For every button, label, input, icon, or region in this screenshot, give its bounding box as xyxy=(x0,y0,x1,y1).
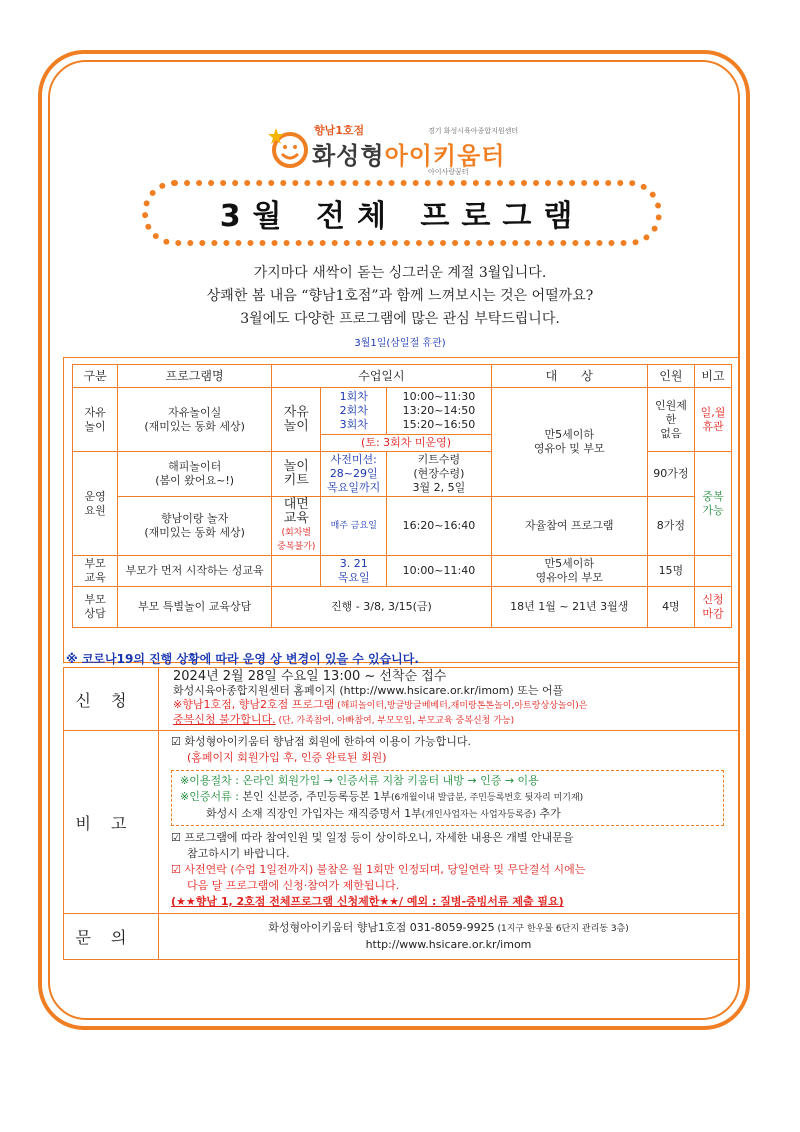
notes-label: 비고 xyxy=(64,731,159,914)
page-title: 3월 전체 프로그램 xyxy=(219,199,585,234)
table-row: (토: 3회차 미운영) xyxy=(73,435,732,452)
notes-row: 비고 ☑ 화성형아이키움터 향남점 회원에 한하여 이용이 가능합니다. (홈페이지 회원가입 후, 인증 완료된 회원) ※이용절차 : 온라인 회원가입 → 인증서류 지참 키움터 내방 → 인증 → 이용 ※인증서류 : 본인 신분증, 주민등록등본 1부(6개월이내 발급분, 주민등록번호 뒷자리 미기재) 화성시 소재 직장인 가입자는 재직증명서 1부(개인사업자는 사업자등록증) 추가 ☑ 프로그램에 따라 참여인원 및 일정 등이 상이하오니, 자세한 내용은 개별 안내문을 참고하시기 바랍니다. ☑ 사전연락 (수업 1일전까지) 불참은 월 1회만 인정되며, 당일연락 및 무단결석 시에는 다음 달 프로그램에 신청·참여가 제한됩니다. (★★향남 1, 2호점 전체프로그램 신청제한★★/ 예외 : 질병-증빙서류 제출 필요) xyxy=(64,731,739,914)
schedule-table xyxy=(72,364,732,628)
smiley-sun-icon xyxy=(268,124,310,168)
intro-text: 가지마다 새싹이 돋는 싱그러운 계절 3월입니다. 상쾌한 봄 내음 “향남1호점”과 함께 느껴보시는 것은 어떨까요? 3월에도 다양한 프로그램에 많은 관심 부탁드립니다. xyxy=(206,265,594,327)
contact-label: 문의 xyxy=(64,914,159,960)
apply-row: 신청 2024년 2월 28일 수요일 13:00 ~ 선착순 접수 화성시육아종합지원센터 홈페이지 (http://www.hsicare.or.kr/imom) 또는 어플 ※향남1호점, 향남2호점 프로그램 (해피놀이터,방글방글베베터,재미랑톤톤놀이,아트랑상상놀이)은 중복신청 불가합니다. (단, 가족참여, 아빠참여, 부모모임, 부모교육 중복신청 가능) xyxy=(64,668,739,731)
table-header-row: 구분 프로그램명 수업일시 대 상 인원 비고 xyxy=(73,365,732,388)
logo-tagline: 아이사랑꿈터 xyxy=(428,168,469,176)
holiday-note: 3월1일(삼일절 휴관) xyxy=(354,338,446,349)
logo-branch: 향남1호점 xyxy=(314,124,365,137)
info-table xyxy=(63,667,739,960)
table-row: 부모 상담 부모 특별놀이 교육상담 진행 - 3/8, 3/15(금) 18년 1월 ~ 21년 3월생 4명 신청 마감 xyxy=(73,587,732,628)
table-row: 부모 교육 부모가 먼저 시작하는 성교육 3. 21 목요일 10:00~11:40 만5세이하 영유아의 부모 15명 xyxy=(73,556,732,587)
corona-note: ※ 코로나19의 진행 상황에 따라 운영 상 변경이 있을 수 있습니다. xyxy=(66,652,419,666)
logo-name: 화성형아이키움터 xyxy=(312,142,506,170)
logo xyxy=(268,118,538,176)
title-banner xyxy=(142,180,662,246)
procedure-box: ※이용절차 : 온라인 회원가입 → 인증서류 지참 키움터 내방 → 인증 → 이용 ※인증서류 : 본인 신분증, 주민등록등본 1부(6개월이내 발급분, 주민등록번호 뒷자리 미기재) 화성시 소재 직장인 가입자는 재직증명서 1부(개인사업자는 사업자등록증) 추가 xyxy=(171,770,724,826)
logo-org: 경기 화성시육아종합지원센터 xyxy=(428,127,519,135)
table-row: 향남이랑 놀자 (재미있는 동화 세상) 대면 교육 (회차별 중복불가) 매주 금요일 16:20~16:40 자율참여 프로그램 8가정 xyxy=(73,497,732,556)
table-row: 자유 놀이 자유놀이실 (재미있는 동화 세상) 자유 놀이 1회차 2회차 3회차 10:00~11:30 13:20~14:50 15:20~16:50 만5세이하 영유아 및 부모 인원제한 없음 일,월 휴관 xyxy=(73,388,732,435)
apply-label: 신청 xyxy=(64,668,159,731)
contact-row: 문의 화성형아이키움터 향남1호점 031-8059-9925 (1지구 한우물 6단지 관리동 3층) http://www.hsicare.or.kr/imom xyxy=(64,914,739,960)
homepage-link[interactable]: http://www.hsicare.or.kr/imom xyxy=(365,938,532,951)
table-row: 운영 요원 해피놀이터 (봄이 왔어요~!) 놀이 키트 사전미션: 28~29일 목요일까지 키트수령 (현장수령) 3월 2, 5일 90가정 중복 가능 xyxy=(73,452,732,497)
